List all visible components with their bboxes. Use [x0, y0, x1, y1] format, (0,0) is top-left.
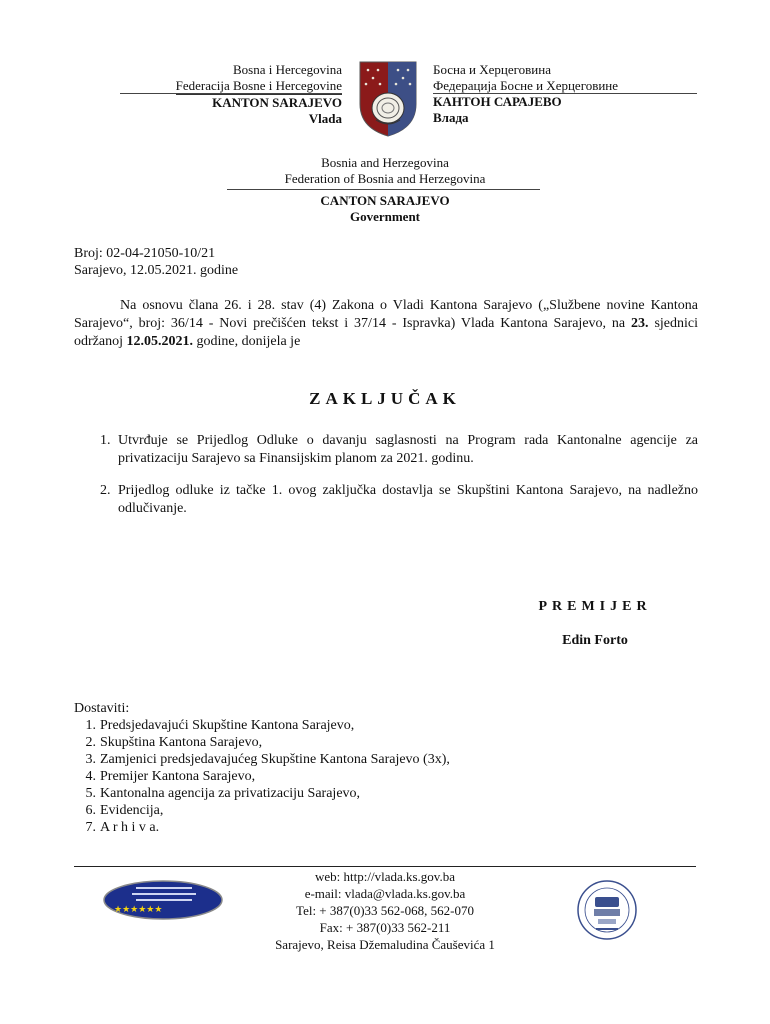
footer-web: web: http://vlada.ks.gov.ba: [315, 869, 455, 884]
header-canton-cyrillic: КАНТОН САРАЈЕВО: [433, 94, 562, 109]
document-date: Sarajevo, 12.05.2021. godine: [74, 263, 239, 278]
certification-seal-icon: [572, 879, 642, 941]
conclusion-item: [100, 482, 698, 518]
footer-address: Sarajevo, Reisa Džemaludina Čauševića 1: [275, 937, 495, 952]
header-bosnian: [120, 62, 342, 127]
header-canton-english-block: [0, 193, 770, 225]
list-item: 1. Predsjedavajući Skupštine Kantona Sarajevo,: [85, 718, 355, 733]
list-item: 4. Premijer Kantona Sarajevo,: [85, 769, 256, 784]
header-country-english: Bosnia and Herzegovina: [321, 155, 449, 170]
footer-contact: [0, 868, 770, 953]
header-government-english: Government: [349, 209, 421, 224]
header-left-rule: [120, 93, 342, 94]
header-federation-cyrillic: Федерација Босне и Херцеговине: [433, 78, 619, 93]
distribution-list: [74, 700, 450, 836]
document-title: ZAKLJUČAK: [309, 389, 461, 408]
header-country-cyrillic: Босна и Херцеговина: [433, 62, 551, 77]
footer-phone: Tel: + 387(0)33 562-068, 562-070: [296, 903, 474, 918]
header-government-cyrillic: Влада: [433, 110, 469, 125]
header-english: [0, 155, 770, 187]
header-cyrillic: [433, 62, 693, 126]
list-item: 2. Skupština Kantona Sarajevo,: [85, 735, 263, 750]
header-english-rule: [227, 189, 540, 190]
document-reference: [74, 245, 238, 279]
canton-coat-of-arms-icon: [358, 60, 418, 138]
document-number: Broj: 02-04-21050-10/21: [74, 246, 216, 261]
signature-name: Edin Forto: [562, 633, 628, 648]
intro-paragraph: [74, 297, 698, 351]
intro-session-date: 12.05.2021.: [126, 334, 193, 349]
footer-fax: Fax: + 387(0)33 562-211: [319, 920, 451, 935]
list-item: 3. Zamjenici predsjedavajućeg Skupštine Kantona Sarajevo (3x),: [85, 752, 450, 767]
intro-text-2: sjednici održanoj: [74, 316, 698, 349]
header-right-rule: [433, 93, 697, 94]
header-country: Bosna i Hercegovina: [232, 62, 342, 77]
footer-rule: [74, 866, 696, 867]
header-canton-english: CANTON SARAJEVO: [320, 193, 450, 208]
svg-text:★★★★★★: ★★★★★★: [114, 905, 163, 915]
header-government: Vlada: [308, 111, 342, 126]
list-item: 5. Kantonalna agencija za privatizaciju Sarajevo,: [85, 786, 361, 801]
footer-email: e-mail: vlada@vlada.ks.gov.ba: [304, 886, 466, 901]
list-item: 7. A r h i v a.: [85, 820, 160, 835]
header-federation: Federacija Bosne i Hercegovine: [175, 78, 342, 93]
conclusion-item-text: Prijedlog odluke iz tačke 1. ovog zaključka dostavlja se Skupštini Kantona Sarajevo, na nadležno odlučivanje.: [118, 483, 698, 516]
conclusion-item-number: 1.: [100, 433, 111, 448]
intro-text-1: Na osnovu člana 26. i 28. stav (4) Zakona o Vladi Kantona Sarajevo („Službene novine Kantona Sarajevo“, broj: 36/14 - Novi prečišćen tekst i 37/14 - Ispravka) Vlada Kantona Sarajevo, na: [74, 298, 698, 331]
distribution-heading: Dostaviti:: [74, 701, 130, 716]
intro-text-3: godine, donijela je: [192, 334, 301, 349]
header-federation-english: Federation of Bosnia and Herzegovina: [284, 171, 486, 186]
conclusion-item-number: 2.: [100, 483, 111, 498]
intro-session-number: 23.: [631, 316, 649, 331]
header-canton: KANTON SARAJEVO: [212, 95, 342, 110]
signature-role: PREMIJER: [538, 599, 652, 614]
list-item: 6. Evidencija,: [85, 803, 164, 818]
conclusion-item-text: Utvrđuje se Prijedlog Odluke o davanju saglasnosti na Program rada Kantonalne agencije za privatizaciju Sarajevo sa Finansijskim planom za 2021. godinu.: [118, 433, 698, 466]
conclusion-item: [100, 432, 698, 468]
